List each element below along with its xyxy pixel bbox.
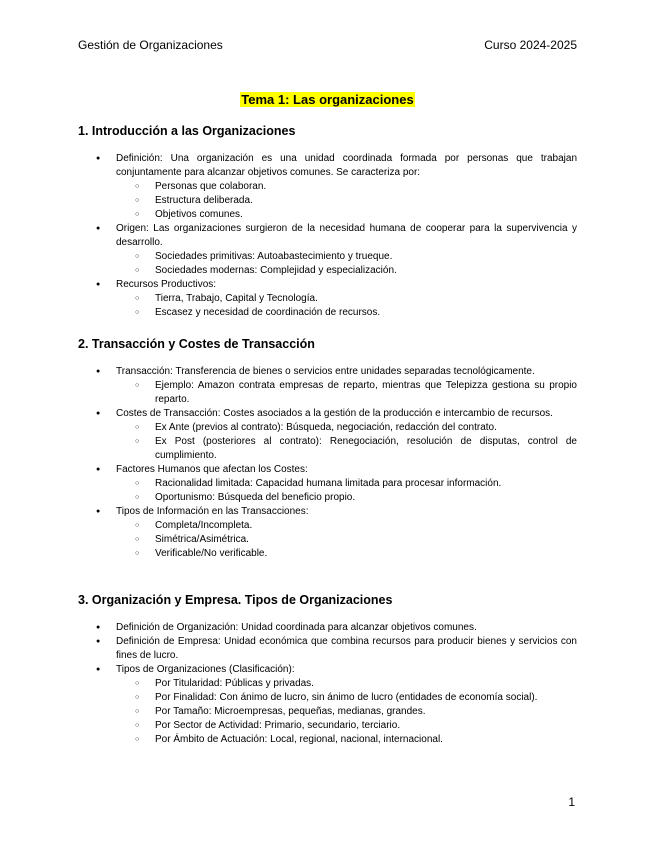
sub-list-item: ○ Oportunismo: Búsqueda del beneficio propio.	[78, 491, 577, 505]
sub-list-item: ○ Sociedades primitivas: Autoabastecimiento y trueque.	[78, 250, 577, 264]
sub-list-item: ○ Por Titularidad: Públicas y privadas.	[78, 677, 577, 691]
page-number: 1	[568, 795, 575, 809]
header-course-year: Curso 2024-2025	[484, 38, 577, 52]
section-3-list	[78, 621, 577, 747]
list-item: ● Costes de Transacción: Costes asociados a la gestión de la producción e intercambio de recursos.	[78, 407, 577, 421]
sub-list-item: ○ Racionalidad limitada: Capacidad humana limitada para procesar información.	[78, 477, 577, 491]
header-course-name: Gestión de Organizaciones	[78, 38, 223, 52]
sub-list-item: ○ Por Tamaño: Microempresas, pequeñas, medianas, grandes.	[78, 705, 577, 719]
list-item: ● Definición de Empresa: Unidad económica que combina recursos para producir bienes y servicios con fines de lucro.	[78, 635, 577, 663]
sub-list-item: ○ Ejemplo: Amazon contrata empresas de reparto, mientras que Telepizza gestiona su propio reparto.	[78, 379, 577, 407]
sub-list-item: ○ Ex Post (posteriores al contrato): Renegociación, resolución de disputas, control de cumplimiento.	[78, 435, 577, 463]
sub-list-item: ○ Por Sector de Actividad: Primario, secundario, terciario.	[78, 719, 577, 733]
section-3-heading: 3. Organización y Empresa. Tipos de Organizaciones	[78, 593, 393, 607]
document-title-highlight: Tema 1: Las organizaciones	[241, 92, 414, 107]
list-item: ● Origen: Las organizaciones surgieron de la necesidad humana de cooperar para la supervivencia y desarrollo.	[78, 222, 577, 250]
sub-list-item: ○ Objetivos comunes.	[78, 208, 577, 222]
list-item: ● Recursos Productivos:	[78, 278, 577, 292]
sub-list-item: ○ Verificable/No verificable.	[78, 547, 577, 561]
list-item: ● Tipos de Información en las Transacciones:	[78, 505, 577, 519]
list-item: ● Tipos de Organizaciones (Clasificación):	[78, 663, 577, 677]
list-item: ● Factores Humanos que afectan los Costes:	[78, 463, 577, 477]
sub-list-item: ○ Completa/Incompleta.	[78, 519, 577, 533]
sub-list-item: ○ Tierra, Trabajo, Capital y Tecnología.	[78, 292, 577, 306]
section-2-heading: 2. Transacción y Costes de Transacción	[78, 337, 315, 351]
list-item: ● Definición: Una organización es una unidad coordinada formada por personas que trabajan conjuntamente para alcanzar objetivos comunes. Se caracteriza por:	[78, 152, 577, 180]
section-2-list	[78, 365, 577, 561]
document-title	[0, 92, 655, 107]
sub-list-item: ○ Escasez y necesidad de coordinación de recursos.	[78, 306, 577, 320]
section-1-heading: 1. Introducción a las Organizaciones	[78, 124, 296, 138]
list-item: ● Transacción: Transferencia de bienes o servicios entre unidades separadas tecnológicamente.	[78, 365, 577, 379]
sub-list-item: ○ Sociedades modernas: Complejidad y especialización.	[78, 264, 577, 278]
sub-list-item: ○ Personas que colaboran.	[78, 180, 577, 194]
list-item: ● Definición de Organización: Unidad coordinada para alcanzar objetivos comunes.	[78, 621, 577, 635]
sub-list-item: ○ Por Ámbito de Actuación: Local, regional, nacional, internacional.	[78, 733, 577, 747]
sub-list-item: ○ Por Finalidad: Con ánimo de lucro, sin ánimo de lucro (entidades de economía social).	[78, 691, 577, 705]
sub-list-item: ○ Simétrica/Asimétrica.	[78, 533, 577, 547]
sub-list-item: ○ Ex Ante (previos al contrato): Búsqueda, negociación, redacción del contrato.	[78, 421, 577, 435]
sub-list-item: ○ Estructura deliberada.	[78, 194, 577, 208]
section-1-list	[78, 152, 577, 320]
